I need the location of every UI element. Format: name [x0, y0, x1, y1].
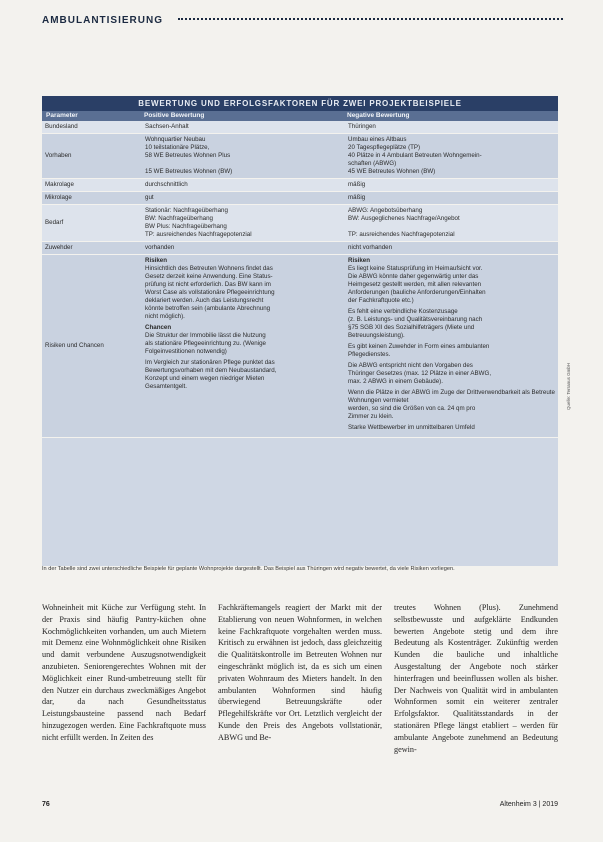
block-line: Zimmer zu klein. [348, 413, 394, 420]
column-header-negative: Negative Bewertung [347, 112, 410, 119]
block-line: Gesamtentgelt. [145, 383, 187, 390]
block-line: Starke Wettbewerber im unmittelbaren Umfeld [348, 424, 475, 431]
row-label: Risiken und Chancen [45, 342, 104, 349]
risk-block [145, 359, 342, 391]
block-line: Es gibt keinen Zuwehder in Form eines ambulanten [348, 343, 490, 350]
table-row-risks [42, 255, 558, 438]
journal-name: Altenheim 3 | 2019 [499, 801, 558, 808]
block-line: deklariert werden. Auch das Leistungsrecht [145, 297, 264, 304]
paragraph: Fachkräftemangels reagiert der Markt mit der Etablierung von neuen Wohnformen, in welchen keine Fachkraftquote vorgehalten werden muss. Kritisch zu erwähnen ist jedoch, dass gleichzeitig die Qualitätskontrolle im Betreuten Wohnen nur eingeschränkt möglich ist, da es sich um einen privaten Wohnraum des Mieters handelt. In den ambulanten Wohnformen sind häufig überwiegend Betreuungskräfte oder Pflegehilfskräfte vor Ort. Letztlich vergleicht der Kunde den Preis des Angebots vollstationär, ABWG und Be- [218, 603, 382, 742]
positive-cell [142, 205, 345, 241]
row-label: Zuwehder [45, 244, 73, 251]
cell-line: BW: Ausgeglichenes Nachfrage/Angebot [348, 215, 460, 222]
table-row [42, 179, 558, 192]
positive-cell [142, 179, 345, 191]
cell-line: Umbau eines Altbaus [348, 136, 407, 143]
table-caption: In der Tabelle sind zwei unterschiedliche Beispiele für geplante Wohnprojekte dargestellt. Das Beispiel aus Thüringen wird negativ bewertet, da viele Risiken vorliegen. [42, 566, 455, 572]
block-line: Anforderungen (bauliche Anforderungen/Einhalten [348, 289, 486, 296]
block-line: Folgeinvestitionen notwendig) [145, 348, 227, 355]
positive-cell [142, 242, 345, 254]
cell-line: schaften (ABWG) [348, 160, 397, 167]
row-label: Bundesland [45, 123, 78, 130]
cell-line: TP: ausreichendes Nachfragepotenzial [348, 231, 455, 238]
side-credit: Quelle: Terranus GmbH [566, 362, 571, 410]
row-label: Bedarf [45, 219, 64, 226]
risk-block [145, 324, 342, 356]
risk-block [348, 308, 555, 340]
column-header-positive: Positive Bewertung [144, 112, 205, 119]
negative-cell [345, 192, 558, 204]
cell-line: 45 WE Betreutes Wohnen (BW) [348, 168, 436, 175]
block-heading: Risiken [145, 257, 168, 264]
text-column-3 [394, 602, 558, 792]
risk-block [145, 257, 342, 321]
block-line: Es fehlt eine verbindliche Kostenzusage [348, 308, 458, 315]
text-column-1 [42, 602, 206, 792]
table-row [42, 134, 558, 179]
block-line: könnte betroffen sein (ambulante Abrechnung [145, 305, 271, 312]
comparison-table [42, 96, 558, 566]
positive-cell [142, 134, 345, 178]
cell-line: ABWG: Angebotsüberhang [348, 207, 423, 214]
block-line: Die ABWG entspricht nicht den Vorgaben des [348, 362, 473, 369]
cell-line: gut [145, 194, 154, 201]
cell-line: mäßig [348, 181, 366, 188]
cell-line: TP: ausreichendes Nachfragepotenzial [145, 231, 252, 238]
row-label: Makrolage [45, 181, 74, 188]
section-divider [178, 18, 563, 20]
block-line: prüfung ist nicht erforderlich. Das BW kann im [145, 281, 271, 288]
block-line: Bewertungsvorhaben mit dem Neubaustandard, [145, 367, 277, 374]
positive-cell [142, 192, 345, 204]
positive-cell [142, 121, 345, 133]
cell-line: mäßig [348, 194, 366, 201]
block-line: Pflegedienstes. [348, 351, 391, 358]
block-line: werden, so sind die Größen von ca. 24 qm pro [348, 405, 476, 412]
block-line: Worst Case als vollstationäre Pflegeeinrichtung [145, 289, 275, 296]
table-row [42, 121, 558, 134]
column-header-parameter: Parameter [46, 112, 78, 119]
cell-line: Wohnquartier Neubau [145, 136, 206, 143]
cell-line: BW: Nachfrageüberhang [145, 215, 213, 222]
cell-line: 20 Tagespflegeplätze (TP) [348, 144, 421, 151]
risk-block [348, 424, 555, 432]
table-body [42, 121, 558, 255]
block-heading: Chancen [145, 324, 172, 331]
cell-line [145, 160, 342, 168]
block-line: der Fachkraftquote etc.) [348, 297, 414, 304]
block-line: Es liegt keine Statusprüfung im Heimaufsicht vor. [348, 265, 483, 272]
row-label: Mikrolage [45, 194, 72, 201]
table-row [42, 192, 558, 205]
body-text [42, 602, 558, 792]
page-number: 76 [42, 801, 50, 808]
cell-line: 40 Plätze in 4 Ambulant Betreuten Wohngemein- [348, 152, 482, 159]
negative-cell [345, 121, 558, 133]
block-line: §75 SGB XII des Sozialhilfeträgers (Miete und [348, 324, 475, 331]
block-line: Thüringer Gesetzes (max. 12 Plätze in einer ABWG, [348, 370, 492, 377]
negative-cell [345, 242, 558, 254]
block-line: max. 2 ABWG in einem Gebäude). [348, 378, 443, 385]
section-title: AMBULANTISIERUNG [42, 15, 163, 26]
paragraph: Wohneinheit mit Küche zur Verfügung steht. In der Praxis sind häufig Pantry-küchen ohne Kochmöglichkeiten vorhanden, um auch Mietern mit Demenz eine Wohnmöglichkeit ohne Risiken und damit verbundene Auszugsnotwendigkeit anzubieten. Seniorengerechtes Wohnen mit der Möglichkeit einer Rund-umbetreuung stellt für den Nutzer ein durchaus zweckmäßiges Angebot dar, da nach Gesundheitsstatus Leistungsbausteine passend nach Bedarf hinzugezogen werden. Eine Fachkraftquote muss nicht erfüllt werden. In Zeiten des [42, 603, 206, 742]
row-label: Vorhaben [45, 152, 72, 159]
cell-line: Sachsen-Anhalt [145, 123, 189, 130]
block-line: Heimgesetz gestellt werden, mit allen relevanten [348, 281, 482, 288]
cell-line: BW Plus: Nachfrageüberhang [145, 223, 227, 230]
cell-line: 15 WE Betreutes Wohnen (BW) [145, 168, 233, 175]
paragraph: treutes Wohnen (Plus). Zunehmend selbstbewusste und aufgeklärte Endkunden bewerten Angebote stetig und dem ihre Bedeutung als Kostenträger. Zukünftig werden Kunden die bauliche und inhaltliche Ausgestaltung der Angebote noch stärker hinterfragen und beeinflussen wollen als bisher. Der Nachweis von Qualität wird in ambulanten Wohnformen somit ein weiterer zentraler Erfolgsfaktor. Qualitätsstandards in der stationären Pflege längst etabliert – werden für ambulante Angebote zunehmend an Bedeutung gewin- [394, 603, 558, 754]
negative-cell [345, 205, 558, 241]
cell-line [348, 223, 555, 231]
cell-line: nicht vorhanden [348, 244, 393, 251]
block-line: Wenn die Plätze in der ABWG im Zuge der Drittverwendbarkeit als Betreute Wohnungen vermietet [348, 389, 555, 404]
block-line: als stationäre Pflegeeinrichtung zu. (Wenige [145, 340, 266, 347]
table-row [42, 205, 558, 242]
block-line: Konzept und einem wegen niedriger Mieten [145, 375, 265, 382]
table-row [42, 242, 558, 255]
cell-line: Thüringen [348, 123, 376, 130]
block-line: Hinsichtlich des Betreuten Wohnens findet das [145, 265, 273, 272]
text-column-2 [218, 602, 382, 792]
block-line: nicht möglich). [145, 313, 185, 320]
positive-cell [142, 255, 345, 437]
block-line: Im Vergleich zur stationären Pflege punktet das [145, 359, 275, 366]
negative-cell [345, 134, 558, 178]
table-title: BEWERTUNG UND ERFOLGSFAKTOREN FÜR ZWEI PROJEKTBEISPIELE [42, 96, 558, 111]
cell-line: 58 WE Betreutes Wohnen Plus [145, 152, 231, 159]
cell-line: Stationär: Nachfrageüberhang [145, 207, 228, 214]
risk-block [348, 257, 555, 305]
risk-block [348, 389, 555, 421]
block-heading: Risiken [348, 257, 371, 264]
block-line: (z. B. Leistungs- und Qualitätsvereinbarung nach [348, 316, 483, 323]
cell-line: 10 teilstationäre Plätze, [145, 144, 210, 151]
cell-line: durchschnittlich [145, 181, 188, 188]
negative-cell [345, 179, 558, 191]
risk-block [348, 343, 555, 359]
block-line: Die Struktur der Immobilie lässt die Nutzung [145, 332, 266, 339]
cell-line: vorhanden [145, 244, 175, 251]
block-line: Die ABWG könnte daher gegenwärtig unter das [348, 273, 479, 280]
block-line: Betreuungsleistung). [348, 332, 405, 339]
risk-block [348, 362, 555, 386]
negative-cell [345, 255, 558, 437]
block-line: Gesetz derzeit keine Anwendung. Eine Status- [145, 273, 273, 280]
table-header [42, 111, 558, 121]
